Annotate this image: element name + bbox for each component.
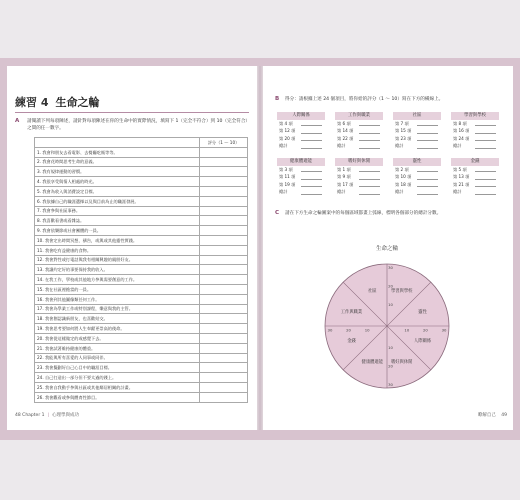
tally-item-label: 第 21 項	[453, 181, 470, 187]
tally-blank-line[interactable]	[301, 168, 322, 173]
tally-item-label: 第 7 項	[395, 120, 409, 126]
tally-row	[335, 189, 383, 197]
tally-row	[277, 166, 325, 174]
statement-row	[35, 216, 248, 226]
statement-text: 24. 自己打造出一部分但不要太過的錢上。	[35, 373, 200, 383]
statement-text: 4. 我很享受與情人相處的時光。	[35, 177, 200, 187]
tally-item-label: 第 4 項	[279, 120, 293, 126]
score-cell[interactable]	[200, 343, 248, 353]
footer-chapter-title: 心理學與成功	[52, 413, 79, 418]
wheel-scale-label: 20	[388, 283, 393, 289]
tally-blank-line[interactable]	[301, 175, 322, 180]
statement-row	[35, 333, 248, 343]
tally-row	[451, 135, 499, 143]
statement-text: 15. 我在社區裡擔當的一員。	[35, 284, 200, 294]
tally-item-label: 第 18 項	[395, 181, 412, 187]
exercise-title	[15, 94, 99, 110]
wheel-segment-label: 靈性	[418, 309, 427, 315]
tally-row	[335, 143, 383, 151]
tally-blank-line[interactable]	[475, 137, 496, 142]
section-a-instruction: 請閱讀下列每項陳述，請針對每項陳述在你的生命中的實際情況，填寫下 1（完全不符合）到 10（完全符合）之間的任一數字。	[27, 119, 248, 131]
tally-blank-line[interactable]	[417, 175, 438, 180]
wheel-scale-label: 20	[423, 327, 428, 333]
statement-text: 6. 我依據自己的職涯選擇以及與目前為止的職涯發展。	[35, 196, 200, 206]
score-cell[interactable]	[200, 284, 248, 294]
tally-blank-line[interactable]	[359, 137, 380, 142]
score-cell[interactable]	[200, 216, 248, 226]
statement-row	[35, 353, 248, 363]
tally-row	[335, 174, 383, 182]
header-score-cell: 評分（1 ～ 10）	[200, 138, 248, 148]
wheel-scale-label: 30	[441, 327, 447, 333]
score-cell[interactable]	[200, 294, 248, 304]
statement-row	[35, 373, 248, 383]
tally-blank-line[interactable]	[417, 183, 438, 188]
tally-blank-line[interactable]	[475, 129, 496, 134]
footer-chapter: Chapter 1	[22, 413, 45, 418]
tally-title: 學習與學校	[451, 112, 499, 120]
tally-blank-line[interactable]	[475, 144, 496, 149]
tally-item-label: 第 6 項	[337, 120, 351, 126]
tally-blank-line[interactable]	[417, 122, 438, 127]
tally-title: 工作與職業	[335, 112, 383, 120]
wheel-segment-label: 社區	[367, 288, 377, 294]
statement-row	[35, 284, 248, 294]
tally-item-label: 總計	[337, 189, 346, 195]
score-cell[interactable]	[200, 186, 248, 196]
life-wheel	[312, 226, 462, 388]
score-cell[interactable]	[200, 304, 248, 314]
tally-row	[451, 189, 499, 197]
tally-blank-line[interactable]	[417, 144, 438, 149]
tally-item-label: 總計	[395, 189, 404, 195]
statement-row	[35, 304, 248, 314]
tally-row	[335, 120, 383, 128]
score-cell[interactable]	[200, 245, 248, 255]
tally-row	[335, 128, 383, 136]
score-cell[interactable]	[200, 255, 248, 265]
tally-row	[335, 166, 383, 174]
tally-item-label: 第 14 項	[337, 128, 354, 134]
statement-row	[35, 177, 248, 187]
title-divider	[15, 112, 249, 113]
footer-separator: |	[47, 413, 49, 418]
tally-row	[451, 143, 499, 151]
statement-row	[35, 147, 248, 157]
wheel-segment-label: 嗜好與休閒	[390, 360, 413, 366]
statement-text: 18. 我會創認識新朋友，也喜歡結交。	[35, 314, 200, 324]
statement-text: 10. 我會定出時間冥想、禱告，或與或其他靈性實踐。	[35, 235, 200, 245]
tally-title: 社區	[393, 112, 441, 120]
statement-row	[35, 314, 248, 324]
statement-text: 12. 我會對性或打電話與我有相關興趣的親朋好友。	[35, 255, 200, 265]
tally-item-label: 第 17 項	[337, 181, 354, 187]
statement-row	[35, 196, 248, 206]
statement-row	[35, 275, 248, 285]
tally-item-label: 第 19 項	[279, 181, 296, 187]
statement-text: 20. 我會從這樣做定的或感覺下去。	[35, 333, 200, 343]
tally-blank-line[interactable]	[417, 190, 438, 195]
score-cell[interactable]	[200, 373, 248, 383]
statement-row	[35, 255, 248, 265]
tally-item-label: 第 9 項	[337, 174, 351, 180]
tally-row	[393, 174, 441, 182]
tally-row	[451, 166, 499, 174]
header-blank-cell	[35, 138, 200, 148]
tally-item-label: 第 8 項	[453, 120, 467, 126]
tally-row	[393, 143, 441, 151]
score-cell[interactable]	[200, 167, 248, 177]
statement-row	[35, 392, 248, 402]
tally-item-label: 總計	[453, 143, 462, 149]
statement-row	[35, 167, 248, 177]
statement-row	[35, 226, 248, 236]
tally-blank-line[interactable]	[417, 168, 438, 173]
wheel-scale-label: 10	[388, 344, 393, 350]
tally-item-label: 第 20 項	[279, 135, 296, 141]
score-cell[interactable]	[200, 324, 248, 334]
tally-row	[277, 135, 325, 143]
score-cell[interactable]	[200, 177, 248, 187]
statement-row	[35, 206, 248, 216]
tally-item-label: 第 24 項	[453, 135, 470, 141]
tally-blank-line[interactable]	[301, 183, 322, 188]
tally-row	[277, 189, 325, 197]
right-page	[263, 66, 513, 430]
tally-box	[451, 158, 499, 196]
statement-text: 11. 我會吃有益健康的食物。	[35, 245, 200, 255]
left-footer	[15, 412, 79, 418]
wheel-scale-label: 10	[364, 327, 370, 333]
statement-row	[35, 235, 248, 245]
statement-text: 16. 我會到其他圖像類任何工作。	[35, 294, 200, 304]
tally-box	[335, 112, 383, 150]
wheel-segment-label: 學習與學校	[390, 288, 413, 294]
tally-row	[277, 181, 325, 189]
statement-text: 21. 我會試著維持健康的體重。	[35, 343, 200, 353]
statement-text: 19. 我會思考要如何將人生奉獻更崇高的使命。	[35, 324, 200, 334]
statement-row	[35, 157, 248, 167]
score-cell[interactable]	[200, 226, 248, 236]
tally-item-label: 第 12 項	[279, 128, 296, 134]
tally-item-label: 第 15 項	[395, 128, 412, 134]
wheel-scale-label: 20	[388, 363, 393, 369]
section-b-letter: B	[275, 96, 280, 102]
tally-blank-line[interactable]	[301, 129, 322, 134]
statement-text: 8. 我喜歡看書或看雜誌。	[35, 216, 200, 226]
wheel-scale-label: 20	[346, 327, 351, 333]
tally-row	[393, 120, 441, 128]
statement-row	[35, 245, 248, 255]
statement-row	[35, 186, 248, 196]
tally-item-label: 第 22 項	[337, 135, 354, 141]
tally-blank-line[interactable]	[359, 183, 380, 188]
statement-text: 25. 我會自我動手參與社區或其他鄰居相關的計畫。	[35, 382, 200, 392]
tally-blank-line[interactable]	[475, 168, 496, 173]
tally-blank-line[interactable]	[475, 183, 496, 188]
tally-item-label: 第 13 項	[453, 174, 470, 180]
tally-blank-line[interactable]	[359, 168, 380, 173]
statement-text: 3. 我有規律運動的習慣。	[35, 167, 200, 177]
score-cell[interactable]	[200, 314, 248, 324]
tally-row	[335, 135, 383, 143]
section-b-instruction: 得分：請根據上述 24 個項目，將你給的評分（1 ～ 10）寫在下方的橫線上。	[285, 97, 444, 102]
tally-item-label: 總計	[337, 143, 346, 149]
wheel-scale-label: 10	[404, 327, 410, 333]
tally-blank-line[interactable]	[359, 190, 380, 195]
exercise-name: 生命之輪	[55, 96, 100, 109]
left-page-number: 48	[15, 413, 21, 418]
tally-title: 金錢	[451, 158, 499, 166]
tally-blank-line[interactable]	[475, 175, 496, 180]
tally-row	[393, 135, 441, 143]
wheel-scale-label: 30	[388, 382, 393, 388]
tally-row	[277, 143, 325, 151]
tally-box	[277, 112, 325, 150]
tally-row	[393, 166, 441, 174]
tally-item-label: 第 2 項	[395, 166, 409, 172]
score-cell[interactable]	[200, 392, 248, 402]
score-cell[interactable]	[200, 333, 248, 343]
tally-title: 健康體適能	[277, 158, 325, 166]
wheel-scale-label: 30	[327, 327, 333, 333]
tally-blank-line[interactable]	[301, 137, 322, 142]
tally-box	[451, 112, 499, 150]
tally-row	[451, 128, 499, 136]
tally-box	[393, 112, 441, 150]
statement-text: 2. 我會花時間思考生命的意義。	[35, 157, 200, 167]
tally-row	[451, 120, 499, 128]
tally-blank-line[interactable]	[359, 129, 380, 134]
tally-blank-line[interactable]	[359, 175, 380, 180]
statement-text: 5. 我會為收入與消費設定目標。	[35, 186, 200, 196]
tally-item-label: 第 5 項	[453, 166, 467, 172]
tally-blank-line[interactable]	[301, 190, 322, 195]
score-cell[interactable]	[200, 157, 248, 167]
left-page	[7, 66, 257, 430]
tally-blank-line[interactable]	[359, 122, 380, 127]
tally-box	[277, 158, 325, 196]
right-footer	[478, 412, 507, 418]
tally-row	[393, 128, 441, 136]
tally-box	[335, 158, 383, 196]
tally-blank-line[interactable]	[359, 144, 380, 149]
statement-text: 17. 我會為學業工作或特別課程，樂意與我的主管。	[35, 304, 200, 314]
wheel-segment-label: 人際關係	[413, 339, 432, 345]
tally-row	[335, 181, 383, 189]
tally-blank-line[interactable]	[417, 137, 438, 142]
statement-text: 26. 我會觀看或參與體育性節目。	[35, 392, 200, 402]
statement-text: 13. 我讓約定好的事要保持我的收入。	[35, 265, 200, 275]
tally-row	[393, 189, 441, 197]
score-cell[interactable]	[200, 147, 248, 157]
tally-row	[451, 174, 499, 182]
score-cell[interactable]	[200, 206, 248, 216]
score-cell[interactable]	[200, 353, 248, 363]
tally-row	[451, 181, 499, 189]
tally-row	[277, 174, 325, 182]
tally-box	[393, 158, 441, 196]
tally-blank-line[interactable]	[301, 144, 322, 149]
tally-item-label: 總計	[395, 143, 404, 149]
right-page-number: 49	[501, 413, 507, 418]
score-cell[interactable]	[200, 265, 248, 275]
wheel-scale-label: 30	[388, 264, 393, 270]
tally-item-label: 總計	[279, 189, 288, 195]
tally-row	[277, 120, 325, 128]
tally-blank-line[interactable]	[301, 122, 322, 127]
statement-text: 7. 我會參與社區事務。	[35, 206, 200, 216]
tally-title: 人際關係	[277, 112, 325, 120]
statement-text: 9. 我會依樂節或社會團體的一員。	[35, 226, 200, 236]
tally-item-label: 總計	[453, 189, 462, 195]
section-c-instruction: 請在下方生命之輪圖案中的每個區域都畫上弧線，標明各個部分的總計分數。	[285, 211, 442, 216]
tally-blank-line[interactable]	[417, 129, 438, 134]
statement-row	[35, 382, 248, 392]
section-a-letter: A	[15, 118, 20, 124]
statement-row	[35, 363, 248, 373]
statement-text: 14. 在我工作，學校或其他地方參與需要創意的工作。	[35, 275, 200, 285]
tally-row	[277, 128, 325, 136]
tally-row	[393, 181, 441, 189]
wheel-segment-label: 工作與職業	[340, 309, 363, 315]
wheel-scale-label: 10	[388, 302, 393, 308]
section-c-letter: C	[275, 210, 280, 216]
wheel-segment-label: 金錢	[347, 339, 356, 345]
tally-item-label: 第 11 項	[279, 174, 296, 180]
tally-item-label: 總計	[279, 143, 288, 149]
statement-row	[35, 294, 248, 304]
score-cell[interactable]	[200, 382, 248, 392]
score-cell[interactable]	[200, 363, 248, 373]
footer-text: 瞭解自己	[477, 413, 496, 418]
score-cell[interactable]	[200, 196, 248, 206]
exercise-number: 練習 4	[15, 96, 49, 109]
tally-blank-line[interactable]	[475, 190, 496, 195]
rating-table	[34, 137, 248, 403]
statement-row	[35, 343, 248, 353]
score-cell[interactable]	[200, 275, 248, 285]
tally-item-label: 第 1 項	[337, 166, 351, 172]
tally-item-label: 第 23 項	[395, 135, 412, 141]
wheel-title: 生命之輪	[375, 246, 399, 252]
statement-text: 1. 我會和朋友去看電影、去餐廳吃飯等等。	[35, 147, 200, 157]
tally-title: 靈性	[393, 158, 441, 166]
life-wheel-svg	[312, 226, 462, 411]
statement-row	[35, 265, 248, 275]
tally-item-label: 第 3 項	[279, 166, 293, 172]
tally-item-label: 第 10 項	[395, 174, 412, 180]
tally-blank-line[interactable]	[475, 122, 496, 127]
statement-text: 23. 我會擬劃好自己心目中的職涯目標。	[35, 363, 200, 373]
tally-item-label: 第 16 項	[453, 128, 470, 134]
score-cell[interactable]	[200, 235, 248, 245]
statement-row	[35, 324, 248, 334]
rating-table-header	[35, 138, 248, 148]
statement-text: 22. 我能與所有喜愛的人同事或同伴。	[35, 353, 200, 363]
tally-title: 嗜好與休閒	[335, 158, 383, 166]
wheel-segment-label: 健康體適能	[361, 360, 384, 366]
